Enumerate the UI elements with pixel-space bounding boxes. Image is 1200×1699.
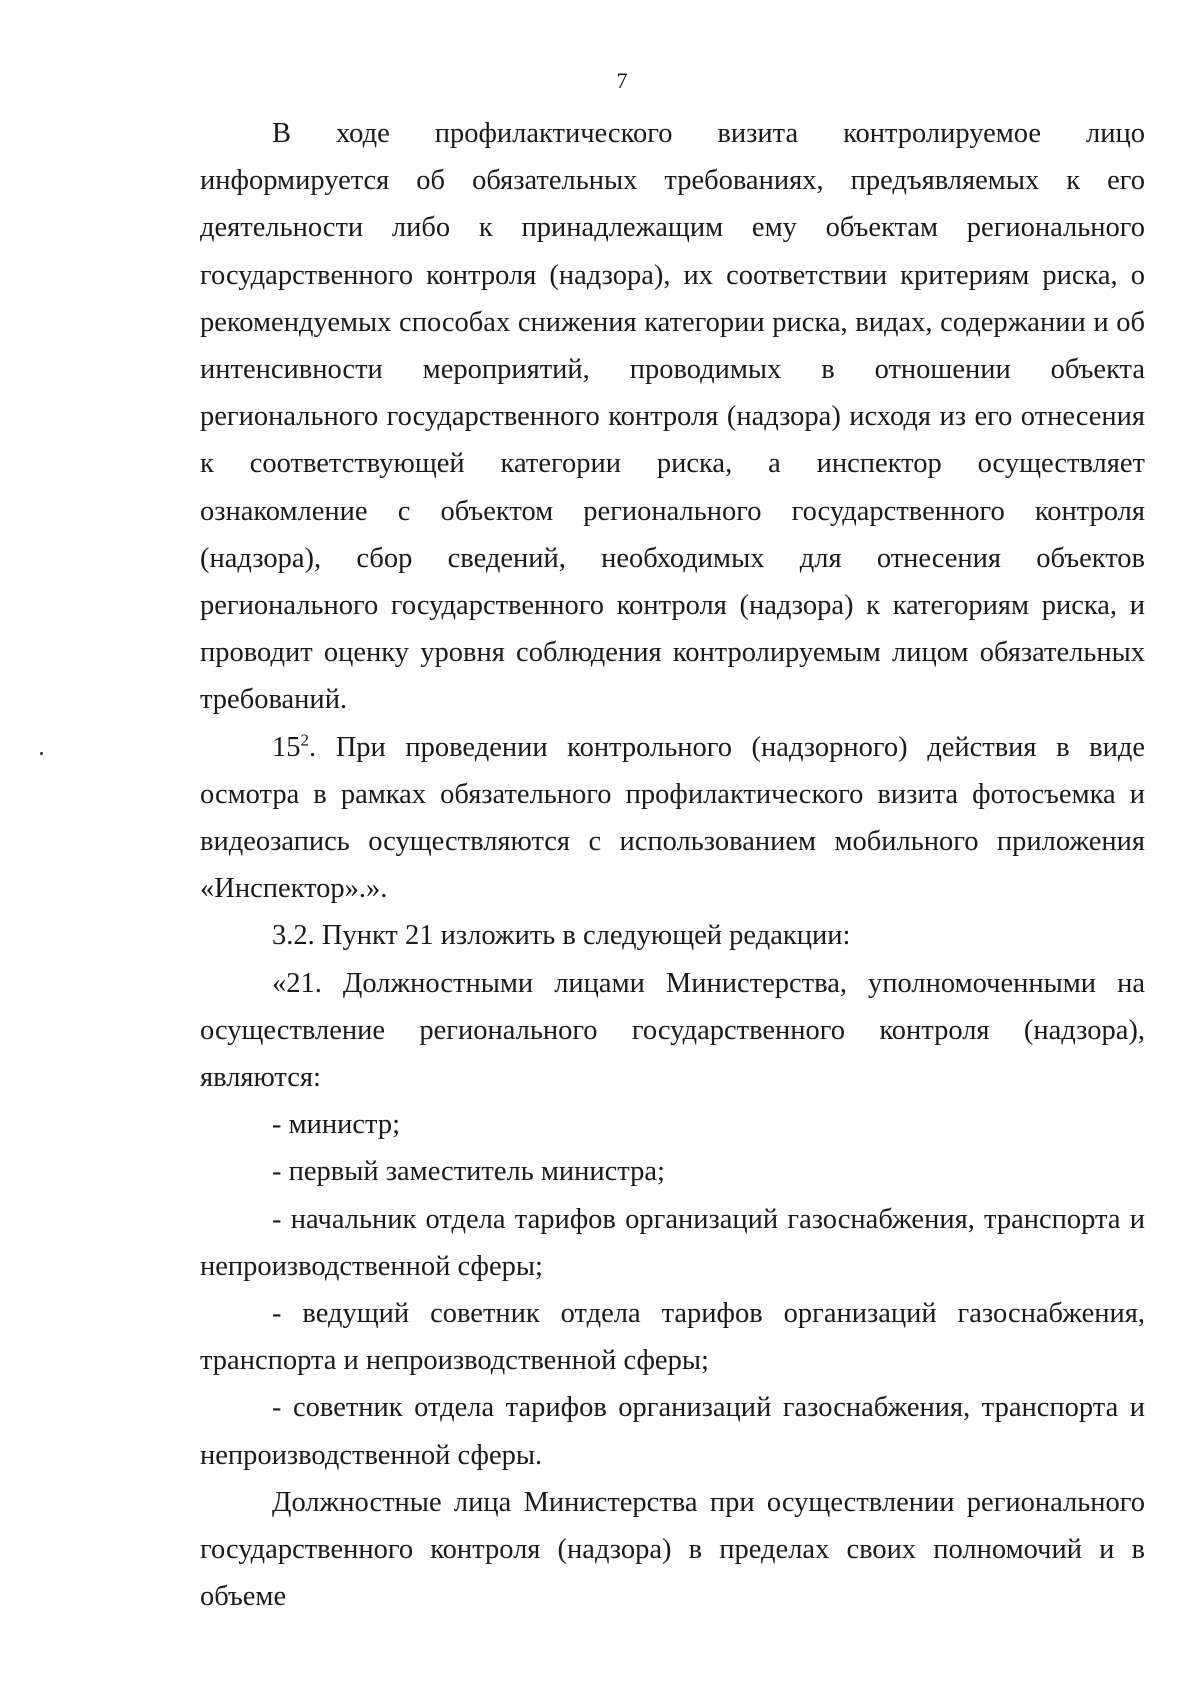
paragraph-3-2: 3.2. Пункт 21 изложить в следующей редакции:	[272, 920, 851, 952]
paragraph-profilactic-visit: В ходе профилактического визита контролируемое лицо информируется об обязательных требованиях, предъявляемых к его деятельности либо к принадлежащим ему объектам регионального государственного контроля (надзора), их соответствии критериям риска, о рекомендуемых способах снижения категории риска, видах, содержании и об интенсивности мероприятий, проводимых в отношении объекта регионального государственного контроля (надзора) исходя из его отнесения к соответствующей категории риска, а инспектор осуществляет ознакомление с объектом регионального государственного контроля (надзора), сбор сведений, необходимых для отнесения объектов регионального государственного контроля (надзора) к категориям риска, и проводит оценку уровня соблюдения контролируемым лицом обязательных требований.	[200, 118, 1145, 716]
paragraph-15-2-number: 15	[272, 731, 301, 763]
paragraph-15-2	[200, 724, 1145, 913]
paragraph-15-2-superscript: 2	[300, 730, 309, 750]
page-number: 7	[616, 68, 628, 93]
paragraph-officials: Должностные лица Министерства при осуществлении регионального государственного контроля (надзора) в пределах своих полномочий и в объеме	[200, 1486, 1145, 1613]
paragraph-21: «21. Должностными лицами Министерства, уполномоченными на осуществление регионального государственного контроля (надзора), являются:	[200, 967, 1145, 1094]
paragraph-15-2-text: . При проведении контрольного (надзорного) действия в виде осмотра в рамках обязательного профилактического визита фотосъемка и видеозапись осуществляются с использованием мобильного приложения «Инспектор».».	[200, 731, 1145, 905]
document-body	[200, 110, 1145, 1621]
list-item-first-deputy: - первый заместитель министра;	[272, 1156, 665, 1188]
list-item-minister: - министр;	[272, 1109, 401, 1141]
list-item-head-of-department: - начальник отдела тарифов организаций газоснабжения, транспорта и непроизводственной сферы;	[200, 1203, 1145, 1282]
list-item-lead-advisor: - ведущий советник отдела тарифов организаций газоснабжения, транспорта и непроизводственной сферы;	[200, 1298, 1145, 1377]
list-item-advisor: - советник отдела тарифов организаций газоснабжения, транспорта и непроизводственной сферы.	[200, 1392, 1145, 1471]
scan-speck	[40, 752, 43, 755]
